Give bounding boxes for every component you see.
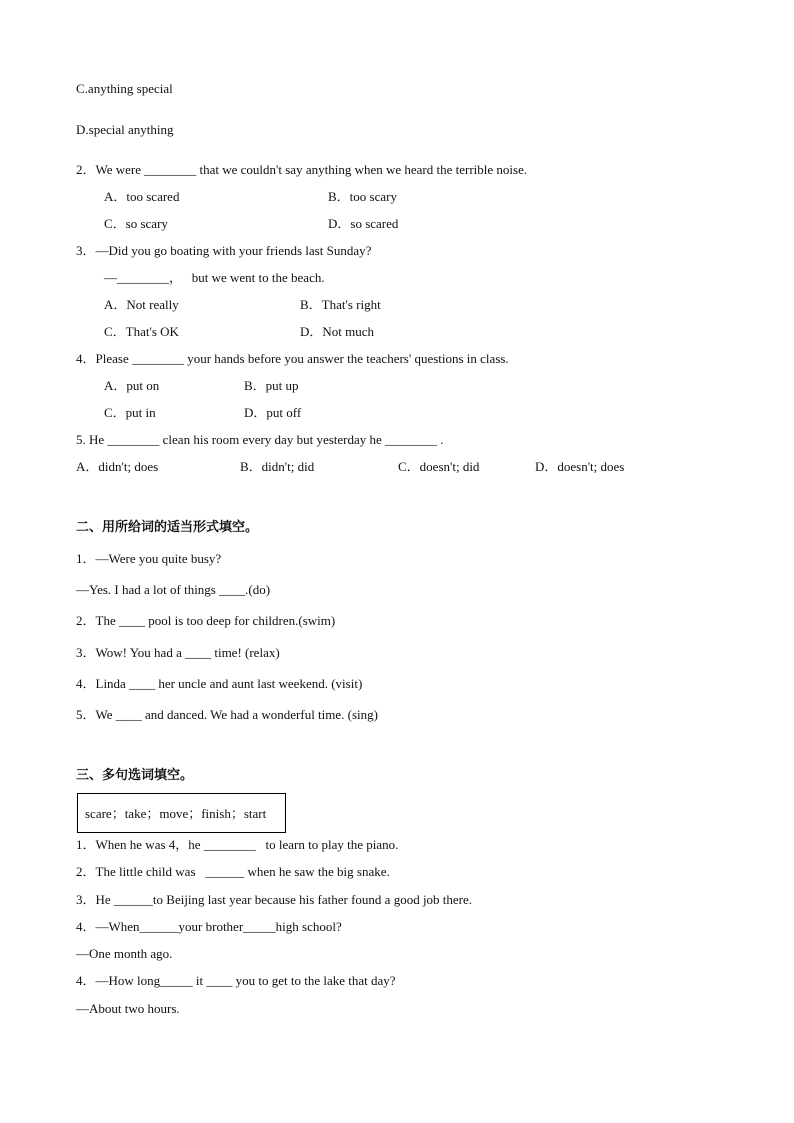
- q1-option-c: C.anything special: [76, 81, 173, 96]
- p3-item: 4．—When______your brother_____high school?: [76, 919, 342, 934]
- p3-item: —One month ago.: [76, 946, 173, 961]
- q4-option-a: A．put on: [104, 378, 160, 393]
- q5-option-d: D．doesn't; does: [535, 459, 625, 474]
- q5-option-a: A．didn't; does: [76, 459, 159, 474]
- p2-item: 1．—Were you quite busy?: [76, 551, 222, 566]
- q5-option-b: B．didn't; did: [240, 459, 315, 474]
- p2-item: 4．Linda ____ her uncle and aunt last weekend. (visit): [76, 676, 363, 691]
- p3-item: 2．The little child was ______ when he saw the big snake.: [76, 864, 390, 879]
- p3-item: —About two hours.: [76, 1001, 180, 1016]
- q3-option-a: A．Not really: [104, 297, 179, 312]
- word-bank-box: [77, 793, 286, 833]
- p2-item: 5．We ____ and danced. We had a wonderful time. (sing): [76, 707, 378, 722]
- section-2-heading: 二、用所给词的适当形式填空。: [76, 520, 259, 535]
- q2-option-d: D．so scared: [328, 216, 399, 231]
- q5-option-c: C．doesn't; did: [398, 459, 480, 474]
- q3-option-d: D．Not much: [300, 324, 375, 339]
- q2-option-b: B．too scary: [328, 189, 397, 204]
- p3-item: 4．—How long_____ it ____ you to get to the lake that day?: [76, 973, 396, 988]
- q2-option-a: A．too scared: [104, 189, 180, 204]
- q4-option-b: B．put up: [244, 378, 299, 393]
- p3-item: 1．When he was 4，he ________ to learn to play the piano.: [76, 837, 399, 852]
- q5-stem: 5. He ________ clean his room every day but yesterday he ________ .: [76, 432, 444, 447]
- q3-stem: 3．—Did you go boating with your friends last Sunday?: [76, 243, 372, 258]
- q4-stem: 4．Please ________ your hands before you answer the teachers' questions in class.: [76, 351, 509, 366]
- q2-option-c: C．so scary: [104, 216, 168, 231]
- p3-item: 3．He ______to Beijing last year because his father found a good job there.: [76, 892, 473, 907]
- p2-item: —Yes. I had a lot of things ____.(do): [76, 582, 271, 597]
- section-3-heading: 三、多句选词填空。: [76, 768, 194, 783]
- q3-reply: —________， but we went to the beach.: [104, 270, 325, 285]
- p2-item: 2．The ____ pool is too deep for children.(swim): [76, 613, 336, 628]
- word-bank: scare；take；move；finish；start: [85, 806, 267, 821]
- q1-option-d: D.special anything: [76, 122, 174, 137]
- q3-option-c: C．That's OK: [104, 324, 179, 339]
- q2-stem: 2．We were ________ that we couldn't say anything when we heard the terrible noise.: [76, 162, 528, 177]
- q4-option-d: D．put off: [244, 405, 302, 420]
- q3-option-b: B．That's right: [300, 297, 381, 312]
- p2-item: 3．Wow! You had a ____ time! (relax): [76, 645, 280, 660]
- q4-option-c: C．put in: [104, 405, 156, 420]
